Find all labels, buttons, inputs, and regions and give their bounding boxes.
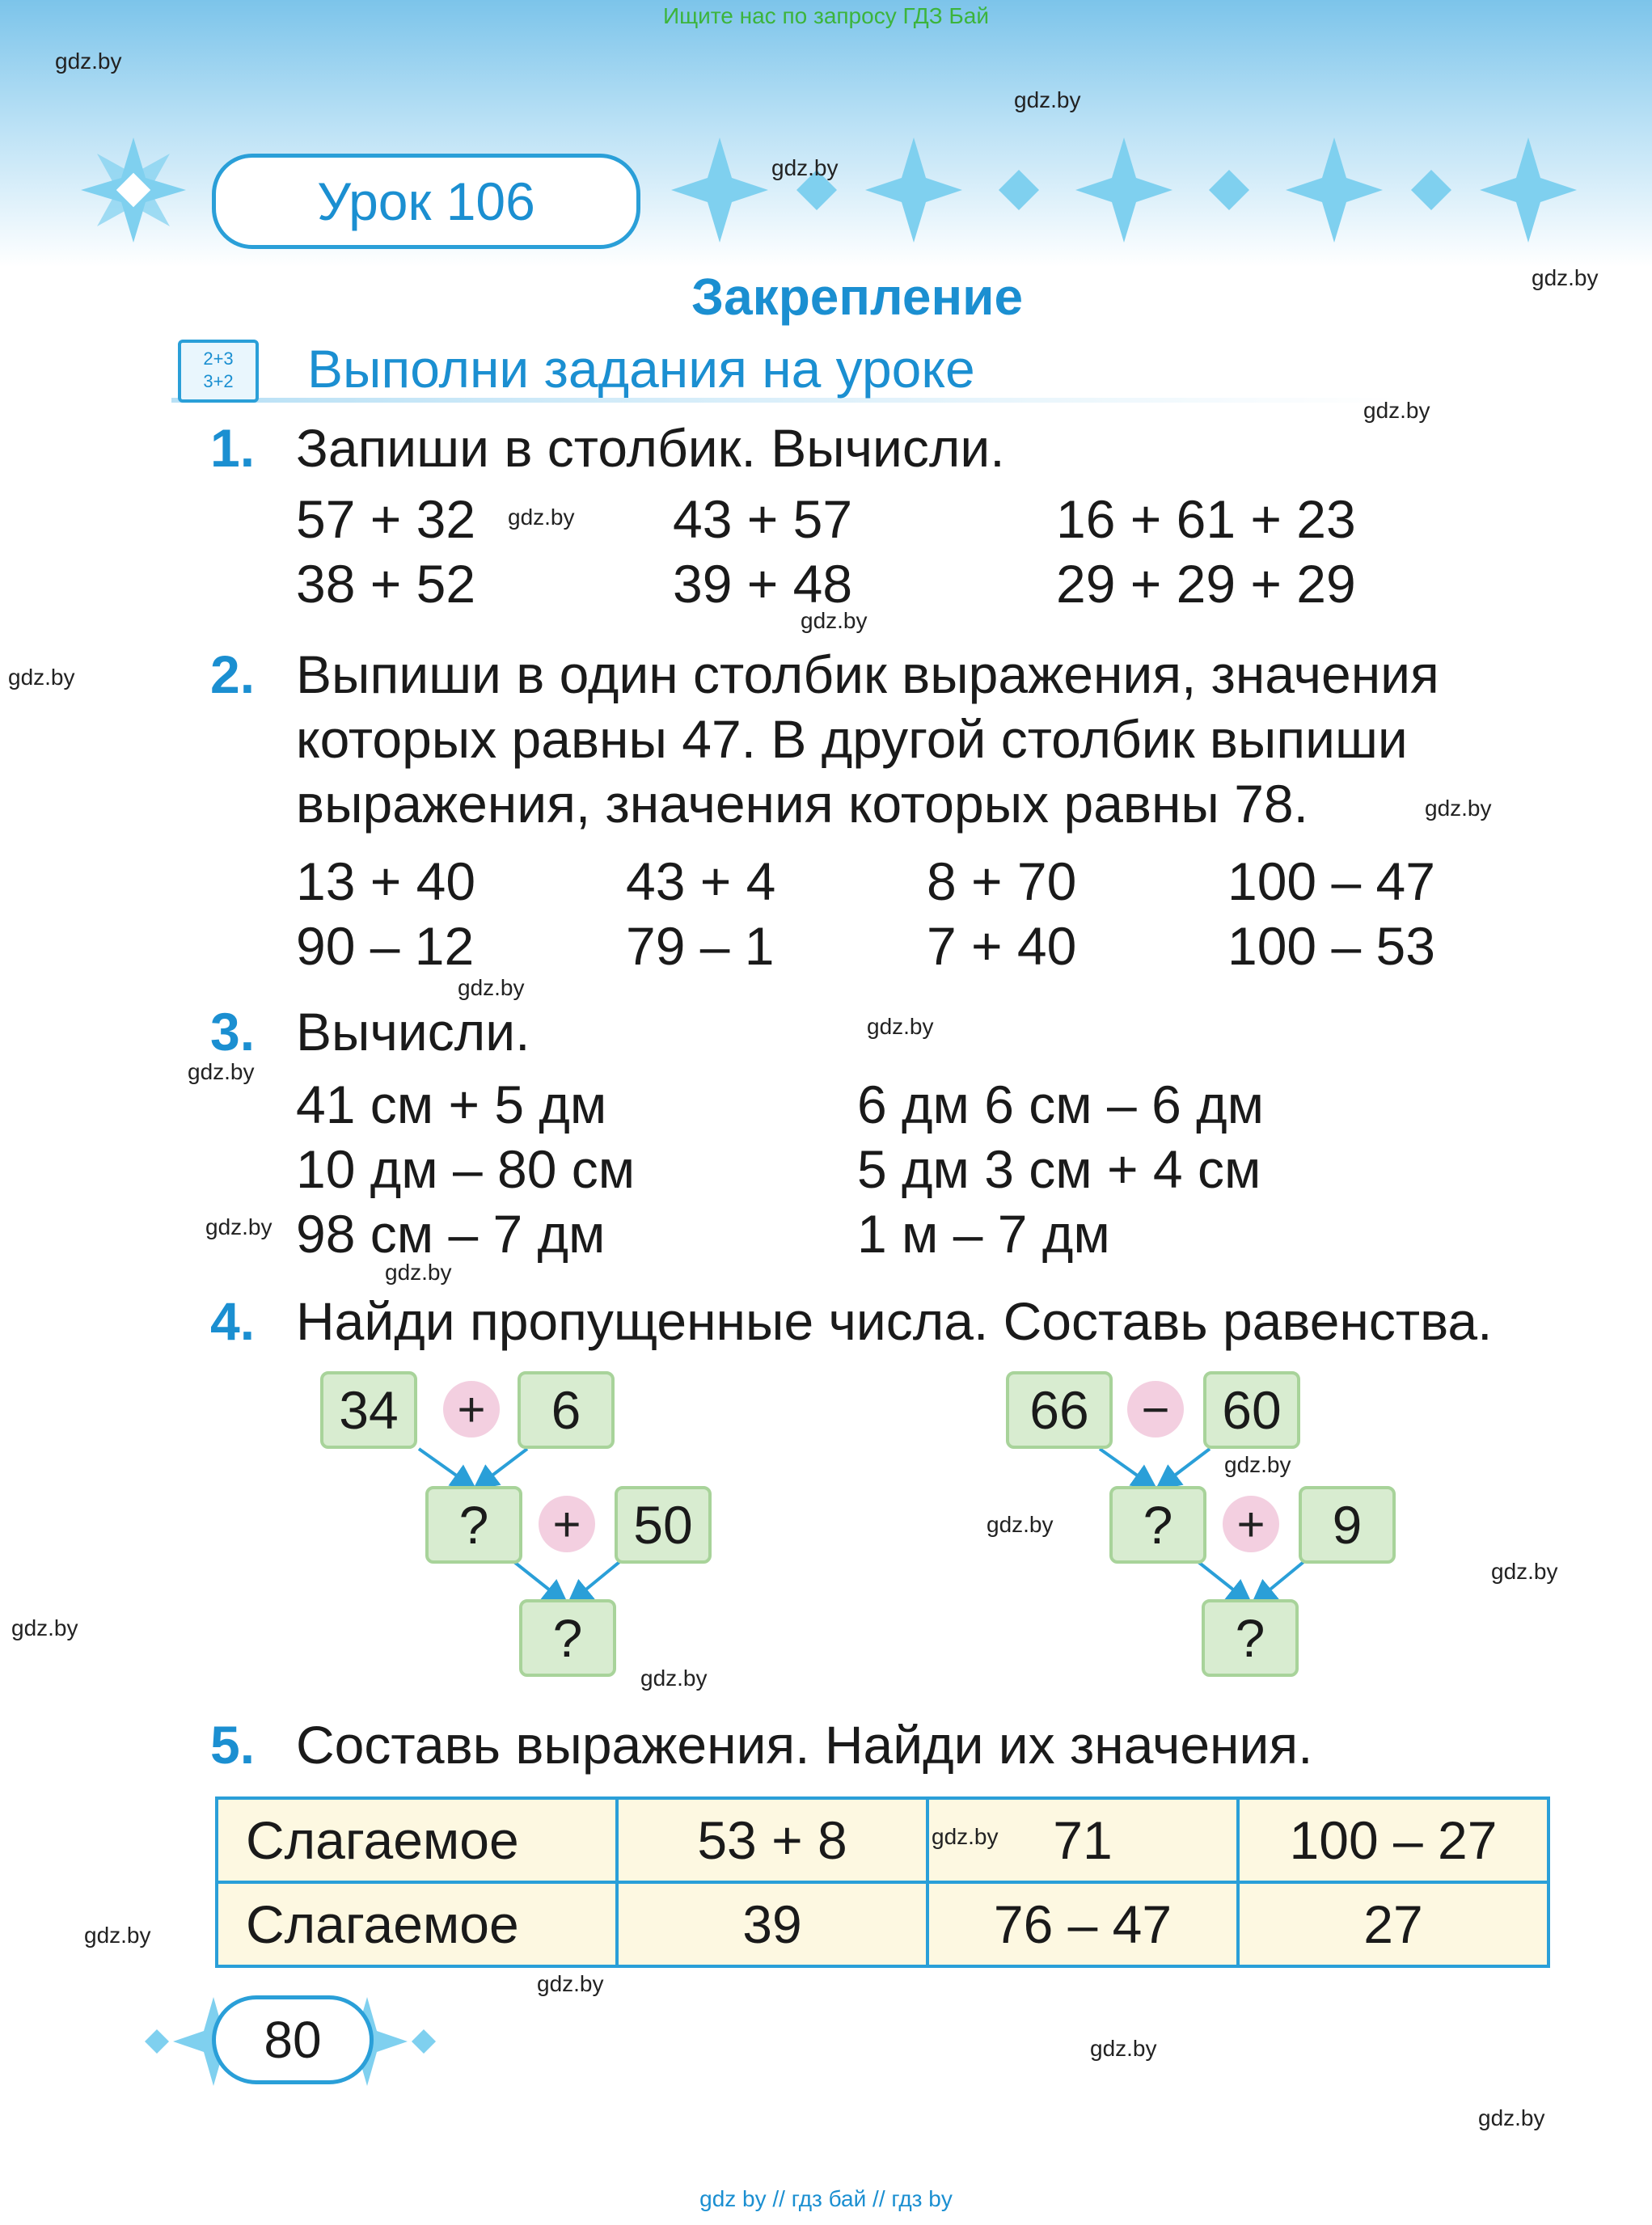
task-number: 1.: [210, 418, 256, 478]
number-box: 66: [1006, 1371, 1113, 1449]
expression: 38 + 52: [296, 554, 476, 614]
watermark: gdz.by: [932, 1824, 999, 1849]
task-text-line: Выпиши в один столбик выражения, значения: [296, 644, 1439, 704]
table-cell: 76 – 47: [927, 1882, 1238, 1966]
lesson-title: Урок 106: [212, 154, 640, 249]
missing-number-box[interactable]: ?: [519, 1599, 616, 1677]
table-cell: 39: [617, 1882, 927, 1966]
page-number: 80: [212, 1995, 374, 2084]
watermark: gdz.by: [84, 1923, 151, 1948]
table-cell: 53 + 8: [617, 1798, 927, 1882]
board-line-1: 2+3: [203, 348, 234, 369]
expression: 6 дм 6 см – 6 дм: [857, 1075, 1264, 1134]
watermark: gdz.by: [537, 1971, 604, 1996]
watermark: gdz.by: [8, 665, 75, 690]
watermark: gdz.by: [11, 1615, 78, 1640]
expression: 98 см – 7 дм: [296, 1204, 606, 1264]
top-note[interactable]: Ищите нас по запросу ГДЗ Бай: [662, 3, 990, 28]
minus-sign: −: [1127, 1381, 1184, 1438]
topic-title: Закрепление: [691, 268, 1024, 326]
watermark: gdz.by: [1491, 1559, 1558, 1584]
expression: 100 – 53: [1227, 916, 1435, 976]
expression: 13 + 40: [296, 851, 476, 911]
watermark: gdz.by: [1363, 398, 1430, 423]
watermark: gdz.by: [1224, 1452, 1291, 1477]
watermark: gdz.by: [508, 505, 575, 530]
task-number: 5.: [210, 1715, 256, 1775]
task-text: Составь выражения. Найди их значения.: [296, 1715, 1313, 1775]
table-cell: 100 – 27: [1238, 1798, 1548, 1882]
watermark: gdz.by: [1532, 265, 1599, 290]
watermark: gdz.by: [1478, 2105, 1545, 2130]
table-cell: 27: [1238, 1882, 1548, 1966]
missing-number-box[interactable]: ?: [1109, 1486, 1206, 1564]
expression: 5 дм 3 см + 4 см: [857, 1139, 1261, 1199]
addends-table: [215, 1796, 1550, 1968]
plus-sign: +: [443, 1381, 500, 1438]
watermark: gdz.by: [385, 1260, 452, 1285]
watermark: gdz.by: [458, 975, 525, 1000]
task-text: Найди пропущенные числа. Составь равенства.: [296, 1291, 1493, 1351]
task-number: 3.: [210, 1002, 256, 1062]
watermark: gdz.by: [987, 1512, 1054, 1537]
expression: 43 + 57: [673, 489, 853, 549]
expression: 10 дм – 80 см: [296, 1139, 636, 1199]
table-cell: Слагаемое: [217, 1798, 617, 1882]
task-text: Вычисли.: [296, 1002, 530, 1062]
missing-number-box[interactable]: ?: [1202, 1599, 1299, 1677]
watermark: gdz.by: [1425, 796, 1492, 821]
plus-sign: +: [539, 1496, 595, 1552]
expression: 16 + 61 + 23: [1056, 489, 1356, 549]
subheading: Выполни задания на уроке: [307, 339, 975, 399]
number-box: 34: [320, 1371, 417, 1449]
expression: 90 – 12: [296, 916, 475, 976]
footer-links[interactable]: gdz by // гдз бай // гдз by: [699, 2186, 953, 2211]
board-line-2: 3+2: [203, 371, 234, 391]
expression: 79 – 1: [626, 916, 775, 976]
table-cell: Слагаемое: [217, 1882, 617, 1966]
expression: 7 + 40: [927, 916, 1077, 976]
expression: 1 м – 7 дм: [857, 1204, 1110, 1264]
number-box: 50: [615, 1486, 712, 1564]
watermark: gdz.by: [771, 155, 839, 180]
watermark: gdz.by: [55, 49, 122, 74]
table-row: [217, 1882, 1548, 1966]
expression: 39 + 48: [673, 554, 853, 614]
number-box: 9: [1299, 1486, 1396, 1564]
number-box: 60: [1203, 1371, 1300, 1449]
watermark: gdz.by: [188, 1059, 255, 1084]
watermark: gdz.by: [640, 1666, 708, 1691]
watermark: gdz.by: [1090, 2036, 1157, 2061]
table-cell: 71: [927, 1798, 1238, 1882]
task-text-line: которых равны 47. В другой столбик выпиши: [296, 709, 1408, 769]
expression: 8 + 70: [927, 851, 1077, 911]
table-row: [217, 1798, 1548, 1882]
watermark: gdz.by: [1014, 87, 1081, 112]
expression: 29 + 29 + 29: [1056, 554, 1356, 614]
plus-sign: +: [1223, 1496, 1279, 1552]
watermark: gdz.by: [205, 1214, 273, 1239]
expression: 100 – 47: [1227, 851, 1435, 911]
task-text-line: выражения, значения которых равны 78.: [296, 774, 1308, 834]
watermark: gdz.by: [867, 1014, 934, 1039]
expression: 41 см + 5 дм: [296, 1075, 607, 1134]
task-text: Запиши в столбик. Вычисли.: [296, 418, 1005, 478]
expression: 43 + 4: [626, 851, 776, 911]
missing-number-box[interactable]: ?: [425, 1486, 522, 1564]
task-number: 2.: [210, 644, 256, 704]
watermark: gdz.by: [801, 608, 868, 633]
task-number: 4.: [210, 1291, 256, 1351]
number-box: 6: [518, 1371, 615, 1449]
expression: 57 + 32: [296, 489, 476, 549]
